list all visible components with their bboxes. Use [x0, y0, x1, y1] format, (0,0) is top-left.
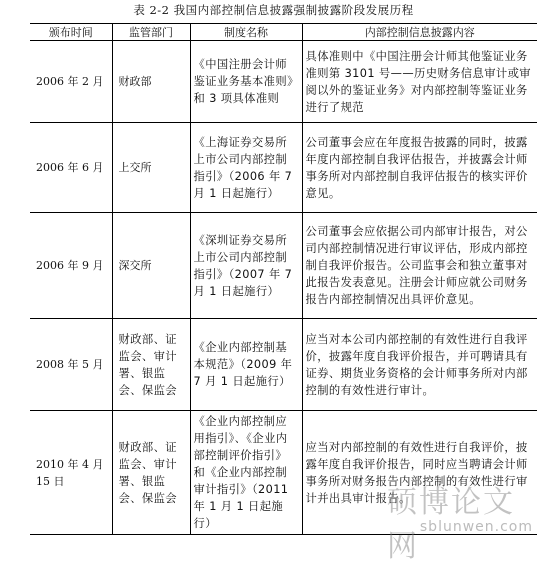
watermark-url: sblunwen.com: [419, 519, 533, 535]
cell-dept: 上交所: [112, 123, 190, 213]
header-row: [30, 24, 537, 41]
cell-content: 应当对内部控制的有效性进行自我评价，披露年度自我评价报告，同时应当聘请会计师事务所对财务报告内部控制的有效性进行审计并出具审计报告。: [302, 411, 537, 535]
cell-dept: 财政部、证监会、审计署、银监会、保监会: [112, 319, 190, 411]
cell-name: 《中国注册会计师鉴证业务基本准则》和 3 项具体准则: [190, 41, 302, 123]
header-date: 颁布时间: [30, 24, 112, 41]
cell-content: 公司董事会应依据公司内部审计报告，对公司内部控制情况进行审议评估，形成内部控制自我评价报告。公司监事会和独立董事对此报告发表意见。注册会计师应就公司财务报告内部控制情况出具评价意见。: [302, 213, 537, 319]
table-row: [30, 41, 537, 123]
table-caption: 表 2-2 我国内部控制信息披露强制披露阶段发展历程: [133, 3, 414, 17]
cell-dept: 财政部: [112, 41, 190, 123]
cell-date: 2006 年 9 月: [30, 213, 112, 319]
cell-name: 《上海证券交易所上市公司内部控制指引》（2006 年 7 月 1 日起施行）: [190, 123, 302, 213]
table-row: [30, 213, 537, 319]
cell-dept: 财政部、证监会、审计署、银监会、保监会: [112, 411, 190, 535]
cell-date: 2010 年 4 月 15 日: [30, 411, 112, 535]
cell-date: 2006 年 6 月: [30, 123, 112, 213]
cell-content: 公司董事会应在年度报告披露的同时，披露年度内部控制自我评估报告，并披露会计师事务所对内部控制自我评估报告的核实评价意见。: [302, 123, 537, 213]
header-dept: 监管部门: [112, 24, 190, 41]
watermark-text: 硕博论文网: [387, 485, 515, 564]
cell-name: 《企业内部控制应用指引》、《企业内部控制评价指引》和《企业内部控制审计指引》（2011 年 1 月 1 日起施行）: [190, 411, 302, 535]
cell-date: 2008 年 5 月: [30, 319, 112, 411]
cell-content: 应当对本公司内部控制的有效性进行自我评价，披露年度自我评价报告，并可聘请具有证券、期货业务资格的会计师事务所对内部控制的有效性进行审计。: [302, 319, 537, 411]
cell-content: 具体准则中《中国注册会计师其他鉴证业务准则第 3101 号——历史财务信息审计或审阅以外的鉴证业务》对内部控制等鉴证业务进行了规范: [302, 41, 537, 123]
table-row: [30, 319, 537, 411]
header-name: 制度名称: [190, 24, 302, 41]
watermark: [387, 477, 537, 564]
cell-dept: 深交所: [112, 213, 190, 319]
cell-name: 《企业内部控制基本规范》（2009 年 7 月 1 日起施行）: [190, 319, 302, 411]
header-content: 内部控制信息披露内容: [302, 24, 537, 41]
table-row: [30, 123, 537, 213]
cell-date: 2006 年 2 月: [30, 41, 112, 123]
cell-name: 《深圳证券交易所上市公司内部控制指引》（2007 年 7 月 1 日起施行）: [190, 213, 302, 319]
policy-table: [30, 23, 537, 535]
